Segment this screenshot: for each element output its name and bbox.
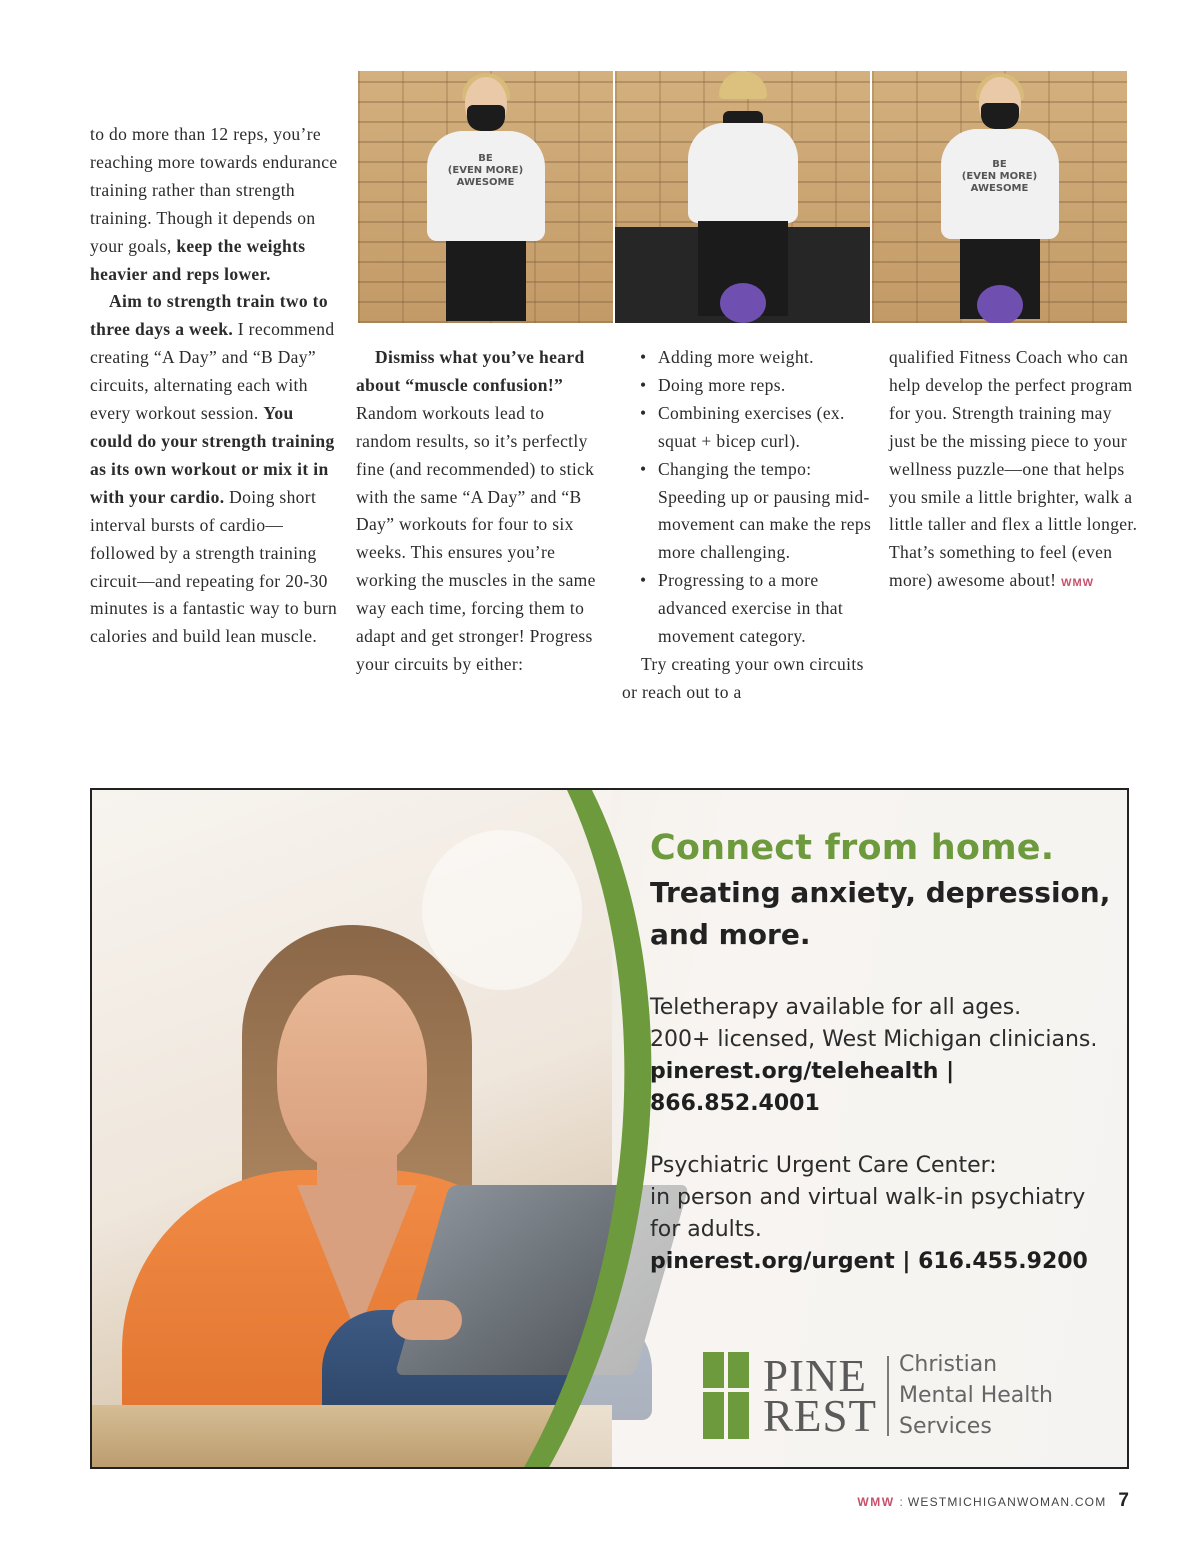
bullet-list (622, 344, 872, 651)
footer-separator: : (899, 1495, 903, 1509)
paragraph: Try creating your own circuits or reach out to a (622, 653, 864, 702)
page-number: 7 (1118, 1490, 1129, 1511)
urgent-care-contact-link[interactable]: pinerest.org/urgent | 616.455.9200 (650, 1249, 1088, 1274)
exercise-photo-strip (358, 71, 1127, 323)
emphasis: You could do your strength training as its own workout or mix it in with your cardio. (90, 403, 335, 507)
pine-rest-advertisement (90, 788, 1129, 1469)
ad-subheadline: Treating anxiety, depression, and more. (650, 876, 1111, 951)
exercise-photo-kettlebell-hold (872, 71, 1127, 323)
article-column-2 (356, 344, 601, 679)
cross-icon (703, 1352, 753, 1439)
ad-line: Psychiatric Urgent Care Center: (650, 1153, 997, 1178)
paragraph: Aim to strength train two to three days a week. I recommend creating “A Day” and “B Day” circuits, alternating each with every workout session. You could do your strength training as its own workout or mix it in with your cardio. Doing short interval bursts of cardio—followed by a strength training circuit—and repeating for 20-30 minutes is a fantastic way to burn calories and build lean muscle. (90, 291, 338, 647)
bullet-item: • Changing the tempo: Speeding up or pausing mid-movement can make the reps more challenging. (622, 456, 872, 568)
bullet-item: • Doing more reps. (622, 372, 872, 400)
logo-divider (887, 1356, 889, 1436)
ad-copy (650, 826, 1120, 1278)
emphasis: Dismiss what you’ve heard about “muscle confusion!” (356, 347, 585, 395)
page-footer (857, 1490, 1129, 1512)
article-column-4 (889, 344, 1139, 598)
article-column-1 (90, 121, 338, 651)
ad-headline: Connect from home. (650, 828, 1055, 868)
exercise-photo-kettlebell-swing (615, 71, 870, 323)
bullet-item: • Adding more weight. (622, 344, 872, 372)
ad-line: in person and virtual walk-in psychiatry for adults. (650, 1185, 1086, 1242)
exercise-photo-standing (358, 71, 613, 323)
emphasis: Aim to strength train two to three days a week. (90, 291, 328, 340)
shirt-print: BE (EVEN MORE) AWESOME (447, 153, 524, 188)
ad-line: 200+ licensed, West Michigan clinicians. (650, 1027, 1098, 1052)
paragraph: to do more than 12 reps, you’re reaching more towards endurance training rather than strength training. Though it depends on your goals, keep the weights heavier and reps lower. (90, 124, 338, 284)
paragraph: Dismiss what you’ve heard about “muscle confusion!” Random workouts lead to random results, so it’s perfectly fine (and recommended) to stick with the same “A Day” and “B Day” workouts for four to six weeks. This ensures you’re working the muscles in the same way each time, forcing them to adapt and get stronger! Progress your circuits by either: (356, 347, 596, 674)
bullet-item: • Combining exercises (ex. squat + bicep curl). (622, 400, 872, 456)
logo-wordmark: PINE REST (763, 1350, 878, 1441)
paragraph: qualified Fitness Coach who can help develop the perfect program for you. Strength training may just be the missing piece to your wellness puzzle—one that helps you smile a little brighter, walk a little taller and flex a little longer. That’s something to feel (even more) awesome about! WMW (889, 347, 1138, 591)
face-mask (467, 105, 505, 131)
logo-tagline: Christian Mental Health Services (899, 1352, 1053, 1439)
emphasis: keep the weights heavier and reps lower. (90, 235, 306, 284)
kettlebell (720, 283, 766, 323)
bullet-item: • Progressing to a more advanced exercise in that movement category. (622, 567, 872, 651)
footer-brand: WMW (857, 1495, 895, 1509)
ad-line: Teletherapy available for all ages. (650, 995, 1022, 1020)
telehealth-contact-link[interactable]: pinerest.org/telehealth | 866.852.4001 (650, 1059, 955, 1116)
article-column-3 (622, 344, 872, 707)
shirt-print: BE (EVEN MORE) AWESOME (961, 159, 1038, 194)
pine-rest-logo (703, 1349, 1053, 1442)
kettlebell (977, 285, 1023, 323)
footer-website-link[interactable]: WESTMICHIGANWOMAN.COM (907, 1495, 1107, 1509)
end-mark: WMW (1061, 577, 1095, 590)
